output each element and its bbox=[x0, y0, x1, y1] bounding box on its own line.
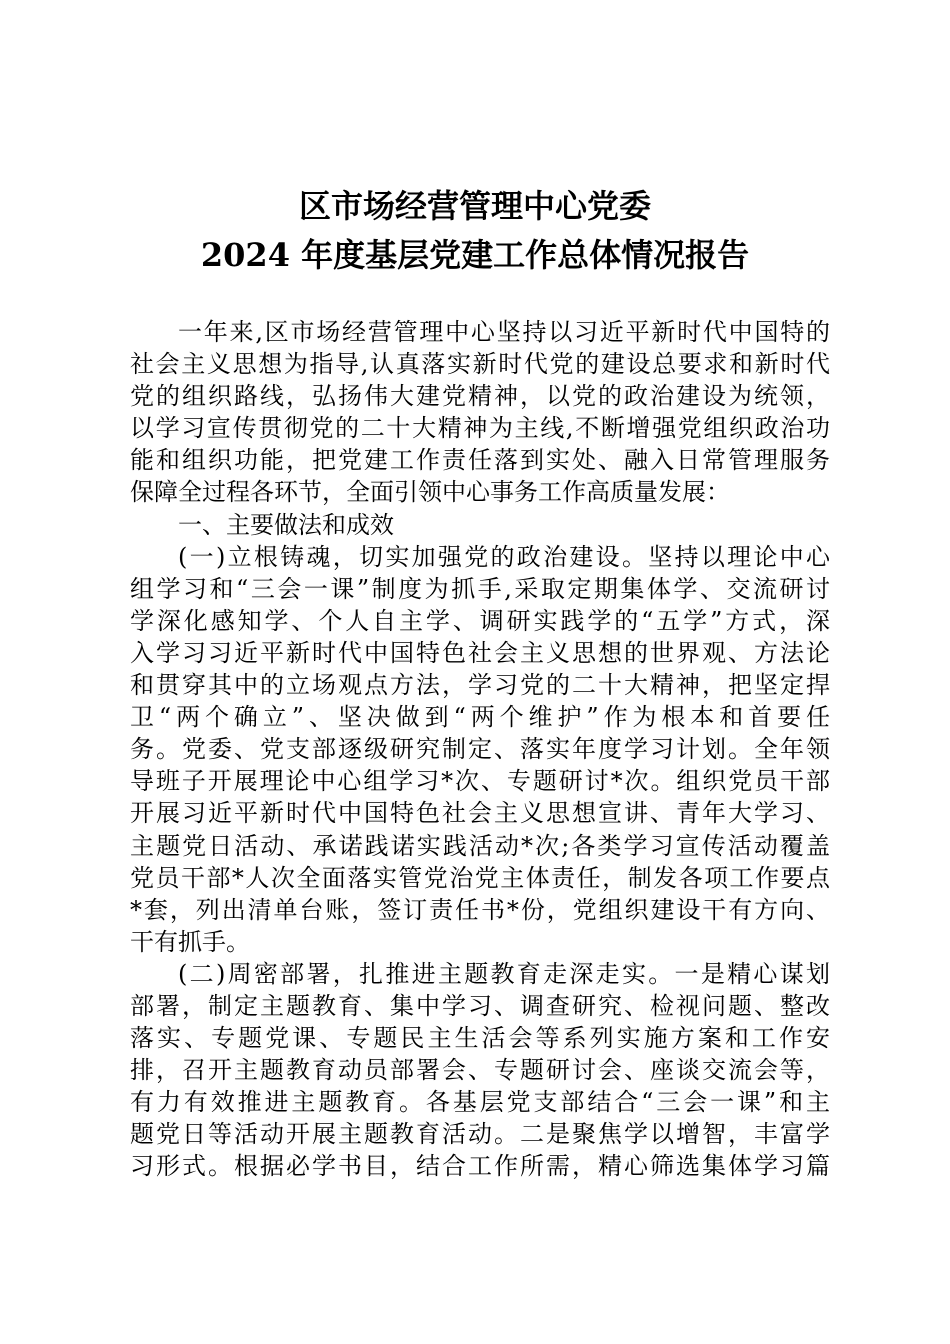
body-line: 保障全过程各环节，全面引领中心事务工作高质量发展： bbox=[130, 478, 730, 507]
body-line: 排，召开主题教育动员部署会、专题研讨会、座谈交流会等， bbox=[130, 1056, 830, 1085]
section-heading: 一、主要做法和成效 bbox=[178, 510, 394, 539]
body-line: (二)周密部署，扎推进主题教育走深走实。一是精心谋划 bbox=[178, 959, 830, 988]
body-line: 和贯穿其中的立场观点方法，学习党的二十大精神，把坚定捍 bbox=[130, 671, 830, 700]
document-body bbox=[130, 316, 830, 1183]
body-line: *套，列出清单台账，签订责任书*份，党组织建设干有方向、 bbox=[130, 895, 830, 924]
body-line: 主题党日活动、承诺践诺实践活动*次;各类学习宣传活动覆盖 bbox=[130, 831, 830, 860]
body-line: 部署，制定主题教育、集中学习、调查研究、检视问题、整改 bbox=[130, 991, 830, 1020]
body-line: 学深化感知学、个人自主学、调研实践学的“五学”方式，深 bbox=[130, 606, 830, 635]
body-line: 党员干部*人次全面落实管党治党主体责任，制发各项工作要点 bbox=[130, 863, 830, 892]
body-line: 入学习习近平新时代中国特色社会主义思想的世界观、方法论 bbox=[130, 638, 830, 667]
body-line: 社会主义思想为指导,认真落实新时代党的建设总要求和新时代 bbox=[130, 350, 830, 379]
body-line: 党的组织路线，弘扬伟大建党精神，以党的政治建设为统领， bbox=[130, 382, 830, 411]
body-line: 务。党委、党支部逐级研究制定、落实年度学习计划。全年领 bbox=[130, 735, 830, 764]
body-line: 开展习近平新时代中国特色社会主义思想宣讲、青年大学习、 bbox=[130, 799, 830, 828]
body-line: 干有抓手。 bbox=[130, 927, 250, 956]
body-line: 落实、专题党课、专题民主生活会等系列实施方案和工作安 bbox=[130, 1024, 830, 1053]
body-line: 以学习宣传贯彻党的二十大精神为主线,不断增强党组织政治功 bbox=[130, 414, 830, 443]
body-line: 能和组织功能，把党建工作责任落到实处、融入日常管理服务 bbox=[130, 446, 830, 475]
body-line: 组学习和“三会一课”制度为抓手,采取定期集体学、交流研讨 bbox=[130, 574, 830, 603]
body-line: 有力有效推进主题教育。各基层党支部结合“三会一课”和主 bbox=[130, 1088, 830, 1117]
body-line: 题党日等活动开展主题教育活动。二是聚焦学以增智，丰富学 bbox=[130, 1120, 830, 1149]
body-line: 导班子开展理论中心组学习*次、专题研讨*次。组织党员干部 bbox=[130, 767, 830, 796]
body-line: (一)立根铸魂，切实加强党的政治建设。坚持以理论中心 bbox=[178, 542, 830, 571]
body-line: 习形式。根据必学书目，结合工作所需，精心筛选集体学习篇 bbox=[130, 1152, 830, 1181]
document-title-line2: 2024 年度基层党建工作总体情况报告 bbox=[200, 236, 750, 274]
document-title-line1: 区市场经营管理中心党委 bbox=[298, 187, 651, 225]
body-line: 卫“两个确立”、坚决做到“两个维护”作为根本和首要任 bbox=[130, 703, 830, 732]
body-line: 一年来,区市场经营管理中心坚持以习近平新时代中国特的 bbox=[178, 318, 830, 346]
